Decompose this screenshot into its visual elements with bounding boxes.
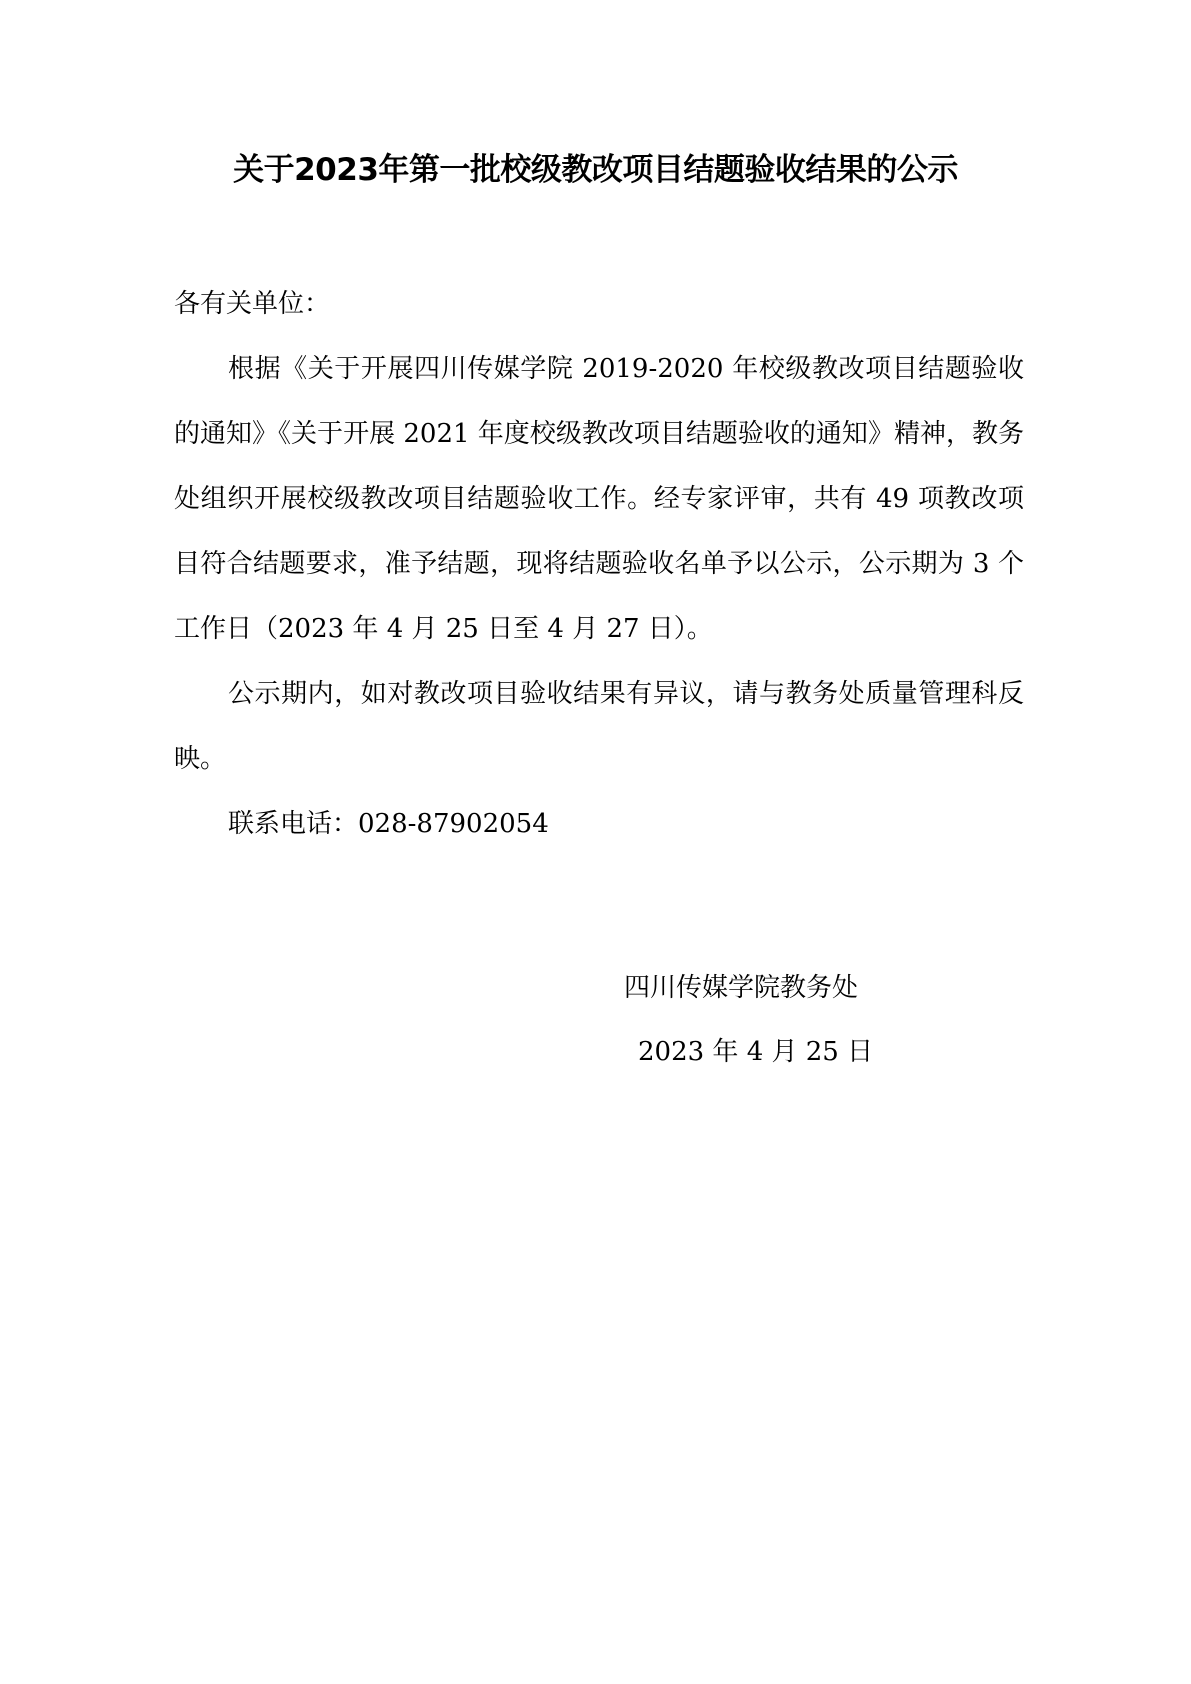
body-paragraph-objection: 公示期内，如对教改项目验收结果有异议，请与教务处质量管理科反映。 — [174, 679, 1024, 774]
body-paragraph-notice: 根据《关于开展四川传媒学院 2019-2020 年校级教改项目结题验收的通知》《关于开展 2021 年度校级教改项目结题验收的通知》精神，教务处组织开展校级教改项目结题验收工作。经专家评审，共有 49 项教改项目符合结题要求，准予结题，现将结题验收名单予以公示，公示期为 3 个工作日（2023 年 4 月 25 日至 4 月 27 日）。 — [174, 354, 1024, 644]
contact-phone: 联系电话：028-87902054 — [228, 809, 549, 839]
document-title: 关于2023年第一批校级教改项目结题验收结果的公示 — [233, 152, 958, 188]
salutation: 各有关单位： — [174, 289, 331, 319]
signature-organization: 四川传媒学院教务处 — [624, 973, 859, 1003]
signature-date: 2023 年 4 月 25 日 — [638, 1037, 874, 1067]
